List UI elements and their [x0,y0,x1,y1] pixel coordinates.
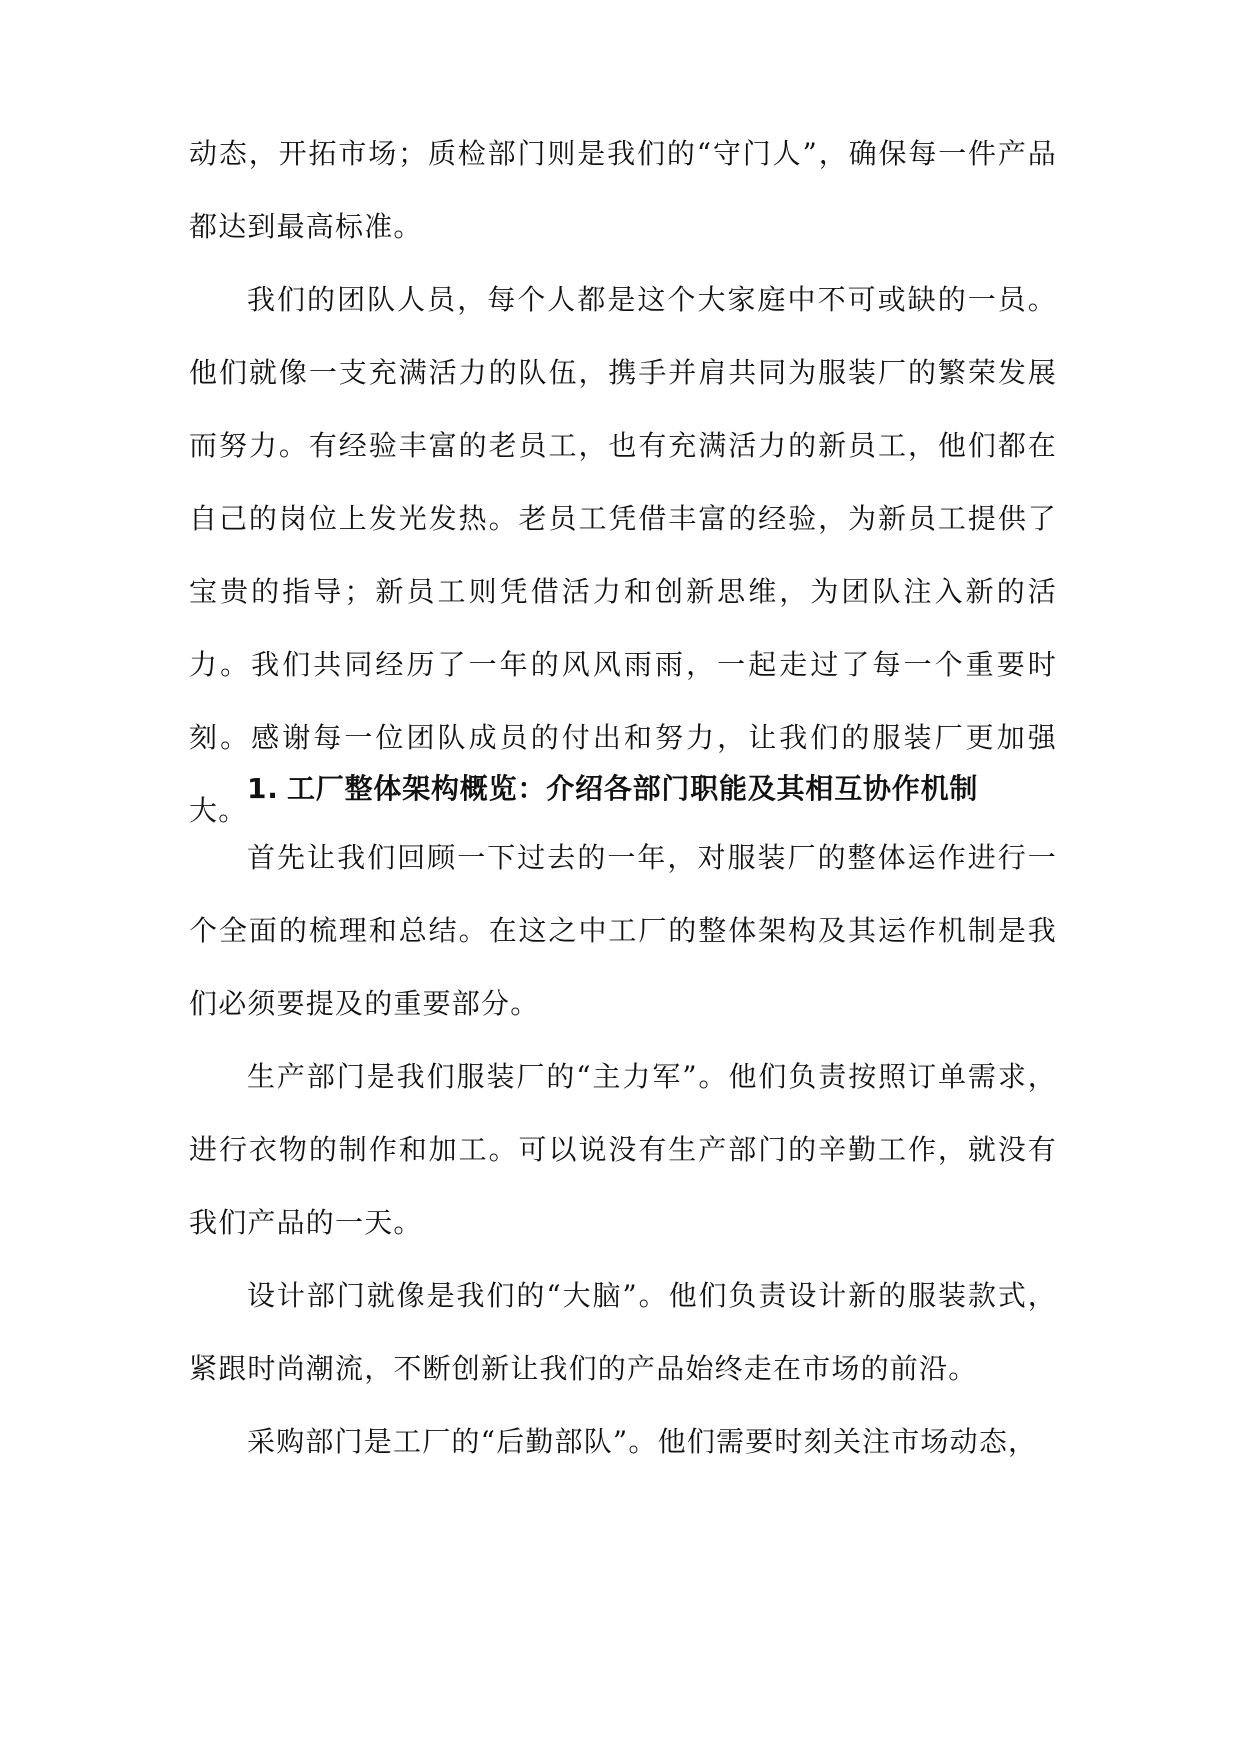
body-text-bottom [189,821,1057,1478]
paragraph-continuation: 动态，开拓市场；质检部门则是我们的“守门人”，确保每一件产品都达到最高标准。 [189,137,1057,243]
paragraph-design: 设计部门就像是我们的“大脑”。他们负责设计新的服装款式，紧跟时尚潮流，不断创新让我们的产品始终走在市场的前沿。 [189,1279,1057,1385]
paragraph-production: 生产部门是我们服装厂的“主力军”。他们负责按照订单需求，进行衣物的制作和加工。可以说没有生产部门的辛勤工作，就没有我们产品的一天。 [189,1060,1057,1239]
paragraph-team: 我们的团队人员，每个人都是这个大家庭中不可或缺的一员。他们就像一支充满活力的队伍，携手并肩共同为服装厂的繁荣发展而努力。有经验丰富的老员工，也有充满活力的新员工，他们都在自己的岗位上发光发热。老员工凭借丰富的经验，为新员工提供了宝贵的指导；新员工则凭借活力和创新思维，为团队注入新的活力。我们共同经历了一年的风风雨雨，一起走过了每一个重要时刻。感谢每一位团队成员的付出和努力，让我们的服装厂更加强大。 [189,283,1057,827]
section-heading [189,752,1057,825]
paragraph-purchasing: 采购部门是工厂的“后勤部队”。他们需要时刻关注市场动态， [247,1425,1038,1458]
section-number: 1. [247,772,279,805]
section-title: 工厂整体架构概览：介绍各部门职能及其相互协作机制 [287,772,979,805]
section-heading-block [189,752,1057,825]
paragraph-review: 首先让我们回顾一下过去的一年，对服装厂的整体运作进行一个全面的梳理和总结。在这之中工厂的整体架构及其运作机制是我们必须要提及的重要部分。 [189,841,1057,1020]
body-text-top [189,117,1057,847]
